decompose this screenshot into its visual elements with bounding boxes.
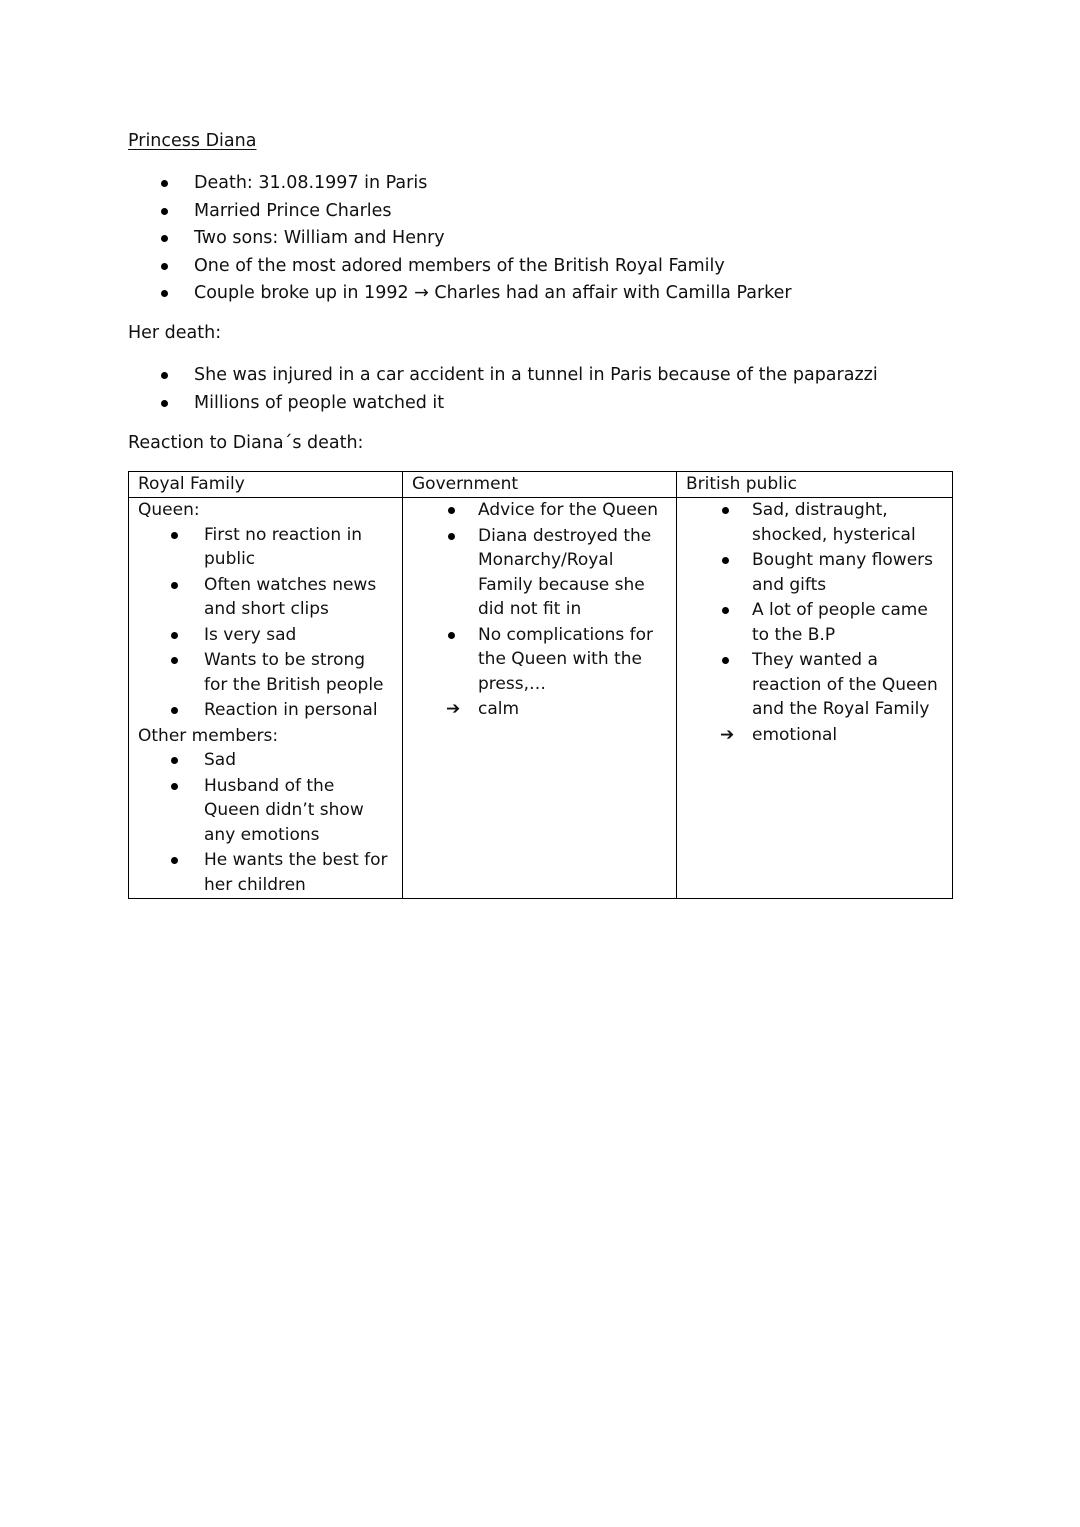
bullet-icon [448,507,455,514]
list-item: She was injured in a car accident in a tunnel in Paris because of the paparazzi [128,364,878,392]
public-conclusion: ➔ emotional [686,723,943,748]
list-item: Bought many flowers and gifts [686,548,943,597]
bullet-icon [171,632,178,639]
list-item: A lot of people came to the B.P [686,598,943,647]
list-item: Two sons: William and Henry [128,227,792,255]
bullet-icon [171,857,178,864]
list-item: They wanted a reaction of the Queen and the Royal Family [686,648,943,722]
list-item: Is very sad [138,623,393,648]
list-item: First no reaction in public [138,523,393,572]
list-item: Reaction in personal [138,698,393,723]
government-cell [403,498,677,899]
bullet-icon [171,757,178,764]
header-british-public: British public [677,472,953,498]
table-header-row [129,472,953,498]
bullet-icon [161,208,168,215]
list-item: Married Prince Charles [128,200,792,228]
bullet-icon [722,557,729,564]
bullet-icon [161,372,168,379]
page-title: Princess Diana [128,131,257,151]
reaction-section-label: Reaction to Diana´s death: [128,433,364,453]
government-conclusion: ➔ calm [412,697,667,722]
header-royal-family: Royal Family [129,472,403,498]
other-members-label: Other members: [138,725,279,746]
bullet-icon [171,582,178,589]
bullet-icon [171,783,178,790]
bullet-icon [161,290,168,297]
arrow-right-icon: ➔ [446,699,461,719]
list-item: He wants the best for her children [138,848,393,897]
death-points-list [128,364,878,419]
bullet-icon [161,263,168,270]
list-item: Husband of the Queen didn’t show any emotions [138,774,393,848]
list-item: Death: 31.08.1997 in Paris [128,172,792,200]
bullet-icon [161,235,168,242]
list-item: Often watches news and short clips [138,573,393,622]
list-item: Millions of people watched it [128,392,878,420]
death-section-label: Her death: [128,323,222,343]
list-item: Wants to be strong for the British people [138,648,393,697]
bullet-icon [448,632,455,639]
bullet-icon [722,507,729,514]
table-row [129,498,953,899]
queen-label: Queen: [138,500,200,520]
facts-list [128,172,792,310]
list-item: Diana destroyed the Monarchy/Royal Family because she did not fit in [412,524,667,622]
bullet-icon [722,607,729,614]
bullet-icon [171,657,178,664]
public-points-list [686,498,943,722]
other-members-list [138,748,393,897]
bullet-icon [161,180,168,187]
list-item: No complications for the Queen with the press,… [412,623,667,697]
bullet-icon [448,533,455,540]
bullet-icon [171,707,178,714]
header-government: Government [403,472,677,498]
bullet-icon [171,532,178,539]
bullet-icon [722,657,729,664]
list-item: Advice for the Queen [412,498,667,523]
list-item: Sad [138,748,393,773]
queen-points-list [138,523,393,723]
list-item: Sad, distraught, shocked, hysterical [686,498,943,547]
arrow-right-icon: ➔ [720,724,735,745]
british-public-cell [677,498,953,899]
bullet-icon [161,400,168,407]
reaction-table [128,471,953,899]
royal-family-cell [129,498,403,899]
list-item: One of the most adored members of the British Royal Family [128,255,792,283]
list-item: Couple broke up in 1992 → Charles had an affair with Camilla Parker [128,282,792,310]
government-points-list [412,498,667,696]
